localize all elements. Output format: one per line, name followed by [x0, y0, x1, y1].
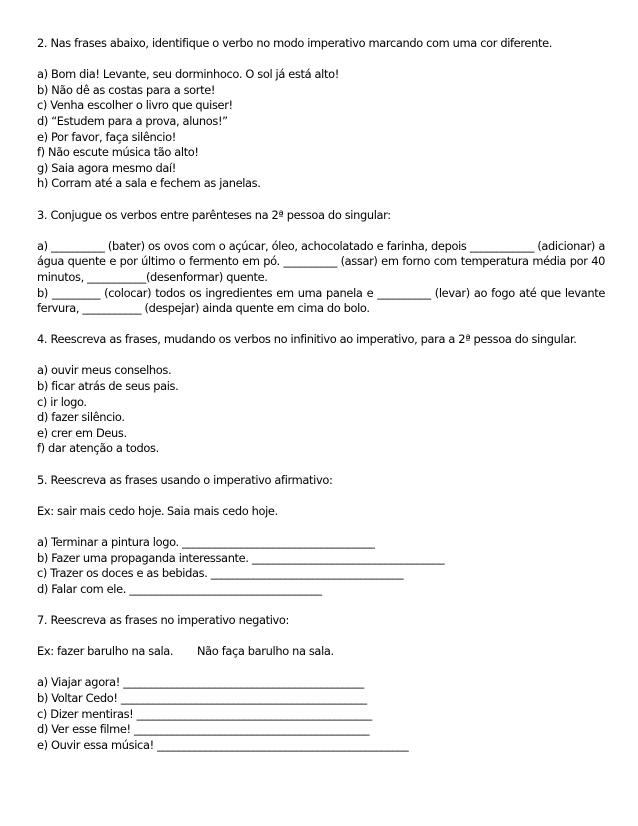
q2-item: b) Não dê as costas para a sorte!: [37, 82, 216, 97]
spacer: [37, 192, 605, 208]
q4-item: d) fazer silêncio.: [37, 410, 125, 425]
q4-heading: 4. Reescreva as frases, mudando os verbos no infinitivo ao imperativo, para a 2ª pessoa do singular.: [37, 332, 577, 347]
q5-item: b) Fazer uma propaganda interessante. ____________________________________: [37, 550, 445, 565]
worksheet: [37, 36, 605, 753]
q7-example-input: Ex: fazer barulho na sala.: [37, 644, 174, 659]
q5-example: [37, 504, 605, 520]
q5-item: a) Terminar a pintura logo. ____________________________________: [37, 535, 375, 549]
spacer: [37, 52, 605, 68]
spacer: [37, 519, 605, 535]
q7-example-answer: Não faça barulho na sala.: [197, 644, 334, 659]
spacer: [37, 488, 605, 504]
q7-heading: 7. Reescreva as frases no imperativo negativo:: [37, 612, 290, 627]
q3-paragraph-b: b) _________ (colocar) todos os ingredientes em uma panela e __________ (levar) ao fogo até que levante fervura, ___________ (despejar) ainda quente em cima do bolo.: [37, 285, 605, 316]
q7-item: d) Ver esse filme! ____________________________________________: [37, 722, 370, 737]
q4-item: a) ouvir meus conselhos.: [37, 363, 172, 378]
q5-heading: 5. Reescreva as frases usando o imperativo afirmativo:: [37, 472, 333, 487]
spacer: [37, 597, 605, 613]
q2-item: e) Por favor, faça silêncio!: [37, 129, 176, 144]
q2-item: a) Bom dia! Levante, seu dorminhoco. O sol já está alto!: [37, 67, 339, 82]
q3-paragraph-a: a) __________ (bater) os ovos com o açúcar, óleo, achocolatado e farinha, depois ____________ (adicionar) a água quente e por último o fermento em pó. __________ (assar) em forno com temperatura média por 40 minutos, ___________(desenformar) quente.: [37, 238, 605, 284]
q2-item: h) Corram até a sala e fechem as janelas.: [37, 176, 261, 191]
spacer: [37, 348, 605, 364]
q2-item: g) Saia agora mesmo daí!: [37, 160, 176, 175]
q5-item: c) Trazer os doces e as bebidas. ____________________________________: [37, 566, 404, 581]
q4-item: e) crer em Deus.: [37, 425, 127, 440]
q7-item: b) Voltar Cedo! ______________________________________________: [37, 690, 367, 705]
spacer: [37, 457, 605, 473]
q7-item: a) Viajar agora! _____________________________________________: [37, 675, 364, 690]
q2-item: c) Venha escolher o livro que quiser!: [37, 98, 233, 113]
q5-example-input: Ex: sair mais cedo hoje.: [37, 503, 165, 518]
q4-item: c) ir logo.: [37, 394, 87, 409]
q2-item: d) “Estudem para a prova, alunos!”: [37, 113, 228, 128]
spacer: [37, 317, 605, 333]
q7-item: c) Dizer mentiras! ____________________________________________: [37, 706, 372, 721]
q7-item: e) Ouvir essa música! _______________________________________________: [37, 737, 409, 752]
spacer: [37, 629, 605, 645]
q7-example: [37, 644, 605, 660]
q5-item: d) Falar com ele. ____________________________________: [37, 581, 322, 596]
q2-item: f) Não escute música tão alto!: [37, 145, 199, 160]
spacer: [37, 660, 605, 676]
q4-item: b) ficar atrás de seus pais.: [37, 379, 179, 394]
spacer: [37, 223, 605, 239]
q3-heading: 3. Conjugue os verbos entre parênteses na 2ª pessoa do singular:: [37, 207, 391, 222]
q2-heading: 2. Nas frases abaixo, identifique o verbo no modo imperativo marcando com uma cor diferente.: [37, 36, 552, 50]
q5-example-answer: Saia mais cedo hoje.: [167, 503, 278, 518]
q4-item: f) dar atenção a todos.: [37, 441, 159, 456]
